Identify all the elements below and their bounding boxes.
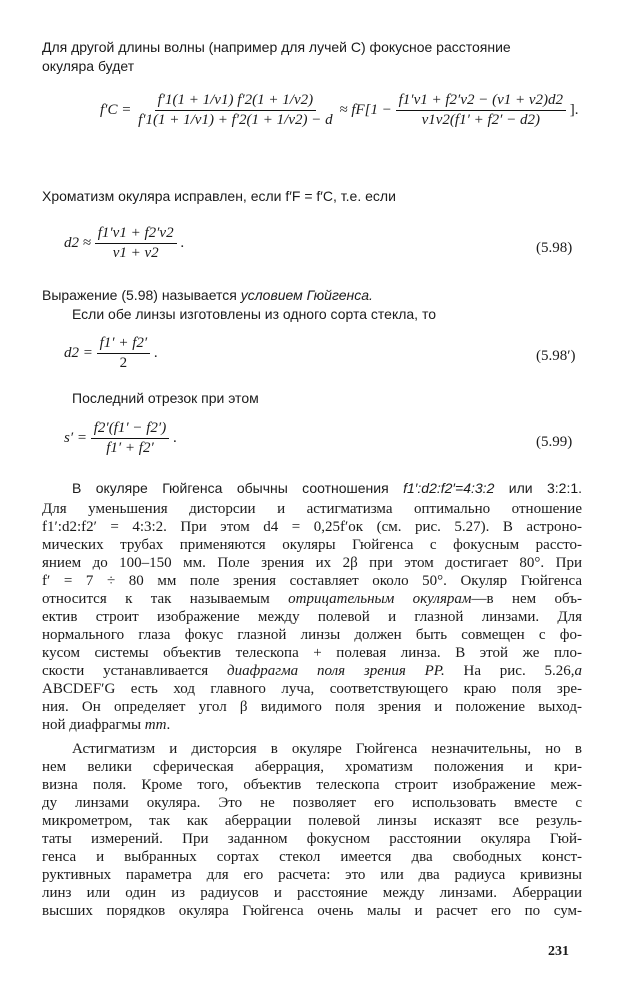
para1-l10-a: скости устанавливается xyxy=(42,663,209,679)
same-glass-line: Если обе линзы изготовлены из одного сорта стекла, то xyxy=(72,306,437,322)
eq599-fraction xyxy=(91,420,169,457)
ratio-alt: или 3:2:1. xyxy=(508,480,583,496)
formula-fc-bracket-numerator: f1′ν1 + f2′ν2 − (ν1 + ν2)d2 xyxy=(396,92,566,111)
equation-5-99 xyxy=(64,420,177,457)
para1-l6-italic: отрицательным окулярам xyxy=(288,591,472,607)
para2-line-10: высших порядков окуляра Гюйгенса очень малы и расчет его по сум- xyxy=(42,903,582,919)
huygens-condition-italic: условием Гюйгенса. xyxy=(240,287,373,303)
para2-line-1: Астигматизм и дисторсия в окуляре Гюйгенса незначительны, но в xyxy=(72,741,582,757)
last-segment-line: Последний отрезок при этом xyxy=(72,390,259,406)
eq598p-tail: . xyxy=(153,345,158,361)
para2-line-3: визна поля. Кроме того, объектив телескопа строит изображение меж- xyxy=(42,777,582,793)
para1-line-3: мических трубах применяются окуляры Гюйгенса с фокусным рассто- xyxy=(42,537,582,553)
equation-5-98 xyxy=(64,225,184,262)
eq598p-denominator: 2 xyxy=(119,355,128,371)
ratio-text: В окуляре Гюйгенса обычны соотношения xyxy=(72,480,389,496)
eq598-fraction xyxy=(95,225,177,262)
huygens-condition-line xyxy=(42,286,582,304)
para1-line-13 xyxy=(42,716,582,734)
page-number: 231 xyxy=(548,944,569,959)
achromat-line: Хроматизм окуляра исправлен, если f′F = f′C, т.е. если xyxy=(42,188,396,204)
eq598p-lhs: d2 = xyxy=(64,345,93,361)
eq598-lhs: d2 ≈ xyxy=(64,235,91,251)
para2-line-7: генса и выбранных сортах стекол имеется два свободных конст- xyxy=(42,849,582,865)
para1-l10-c: a xyxy=(574,663,582,679)
formula-fc-denominator: f′1(1 + 1/ν1) + f′2(1 + 1/ν2) − d xyxy=(138,112,333,128)
para1-l10-italic: диафрагма поля зрения PP. xyxy=(227,663,445,679)
para1-l13-a: ной диафрагмы xyxy=(42,717,142,733)
formula-fc-bracket-fraction xyxy=(396,92,566,129)
para1-line-5: f′ = 7 ÷ 80 мм поле зрения составляет около 50°. Окуляр Гюйгенса xyxy=(42,573,582,589)
eq598-numerator: f1′ν1 + f2′ν2 xyxy=(95,225,177,244)
eq599-numerator: f2′(f1′ − f2′) xyxy=(91,420,169,439)
eq599-number: (5.99) xyxy=(536,434,573,450)
para1-line-2: f1′:d2:f2′ = 4:3:2. При этом d4 = 0,25f′ок (см. рис. 5.27). В астроно- xyxy=(42,519,582,535)
eq599-lhs: s′ = xyxy=(64,430,87,446)
para2-line-4: ду линзами окуляра. Это не позволяет его использовать вместе с xyxy=(42,795,582,811)
para1-line-11: ABCDEF′G есть ход главного луча, соответствующего краю поля зре- xyxy=(42,681,582,697)
para1-line-7: ектив строит изображение между полевой и глазной линзами. Для xyxy=(42,609,582,625)
intro-line-2: окуляра будет xyxy=(42,58,135,74)
formula-fc-numerator: f′1(1 + 1/ν1) f′2(1 + 1/ν2) xyxy=(155,92,317,111)
formula-fc-bracket-denominator: ν1ν2(f1′ + f2′ − d2) xyxy=(421,112,541,128)
eq598p-number: (5.98′) xyxy=(536,348,576,364)
para2-line-6: таты измерений. При заданном фокусном расстоянии окуляра Гюй- xyxy=(42,831,582,847)
para1-line-9: кусом системы объектив телескопа + полевая линза. В этой же пло- xyxy=(42,645,582,661)
para2-line-9: линз или один из радиусов и расстояние между линзами. Аберрации xyxy=(42,885,582,901)
formula-fc-lhs: f′C = xyxy=(100,102,132,118)
para1-line-6-mixed xyxy=(42,590,582,608)
eq599-tail: . xyxy=(172,430,177,446)
para1-line-1: Для уменьшения дисторсии и астигматизма оптимально отношение xyxy=(42,501,582,517)
para2-line-2: нем велики сферическая аберрация, хроматизм положения и кри- xyxy=(42,759,582,775)
ratio-line xyxy=(72,479,582,497)
para1-l6-b: —в нем объ- xyxy=(471,591,582,607)
huygens-condition-text: Выражение (5.98) называется xyxy=(42,287,237,303)
para1-l6-a: относится к так называемым xyxy=(42,591,270,607)
formula-fc xyxy=(100,92,579,129)
equation-5-98-prime xyxy=(64,335,158,372)
para1-l13-b: . xyxy=(166,717,171,733)
para1-line-12: ния. Он определяет угол β видимого поля зрения и положение выход- xyxy=(42,699,582,715)
para1-l10-b: На рис. 5.26, xyxy=(463,663,575,679)
eq599-denominator: f1′ + f2′ xyxy=(106,440,154,456)
eq598-number: (5.98) xyxy=(536,240,573,256)
eq598p-fraction xyxy=(97,335,151,372)
formula-fc-fraction xyxy=(135,92,336,129)
para1-line-8: нормального глаза фокус глазной линзы должен быть совмещен с фо- xyxy=(42,627,582,643)
para2-line-8: руктивных параметра для его расчета: это или два радиуса кривизны xyxy=(42,867,582,883)
para1-l13-italic: mm xyxy=(144,717,167,733)
intro-line-1: Для другой длины волны (например для лучей С) фокусное расстояние xyxy=(42,39,511,55)
eq598p-numerator: f1′ + f2′ xyxy=(97,335,151,354)
para1-line-10 xyxy=(42,662,582,680)
formula-fc-approx: ≈ fF[1 − xyxy=(339,102,392,118)
eq598-denominator: ν1 + ν2 xyxy=(112,245,159,261)
ratio-formula: f1′:d2:f2′=4:3:2 xyxy=(403,480,495,496)
formula-fc-close: ]. xyxy=(569,102,579,118)
para2-line-5: микрометром, так как аберрации полевой линзы исказят все резуль- xyxy=(42,813,582,829)
eq598-tail: . xyxy=(180,235,185,251)
para1-line-4: янием до 100–150 мм. Поле зрения их 2β при этом достигает 80°. При xyxy=(42,555,582,571)
